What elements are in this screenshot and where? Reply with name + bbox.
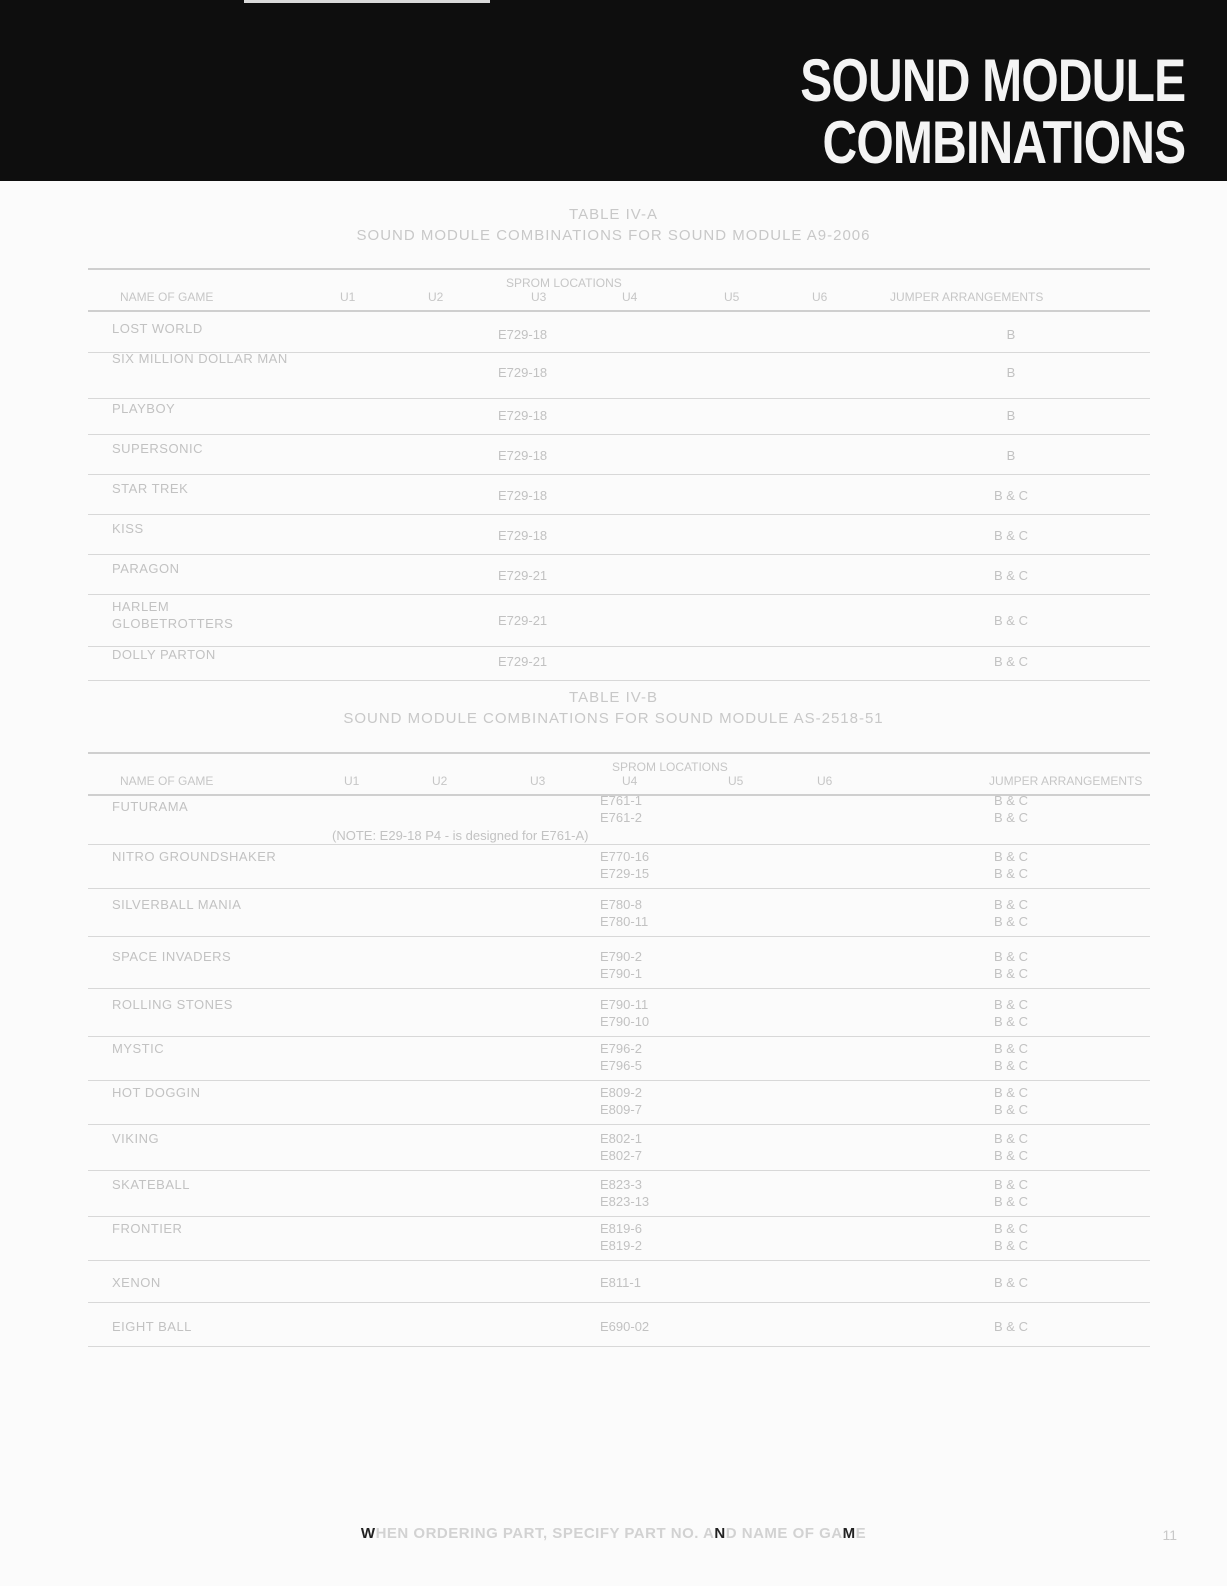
table-b-col-u1: U1 (344, 774, 360, 788)
sprom-part-number: E729-18 (498, 326, 548, 342)
sprom-part-number: E780-8 (600, 897, 642, 912)
table-a-col-u3: U3 (531, 290, 547, 304)
table-a-sprom-label: SPROM LOCATIONS (506, 276, 622, 290)
sprom-part-number: E729-21 (498, 653, 548, 669)
game-name: FRONTIER (112, 1221, 183, 1236)
sprom-part-number: E761-1 (600, 793, 642, 808)
sprom-part-number: E819-6 (600, 1221, 642, 1236)
sprom-part-number: E770-16 (600, 849, 650, 864)
table-b-col-game: NAME OF GAME (120, 774, 214, 788)
table-b-subtitle: SOUND MODULE COMBINATIONS FOR SOUND MODULE AS-2518-51 (343, 710, 884, 727)
jumper-arrangement: B & C (994, 487, 1028, 503)
game-name: SIX MILLION DOLLAR MAN (112, 351, 288, 366)
page-title-line1: SOUND MODULE (799, 47, 1185, 114)
jumper-arrangement: B & C (994, 1194, 1028, 1209)
table-a-title: TABLE IV-A (569, 206, 658, 223)
table-b-top-rule (88, 752, 1150, 754)
row-divider (88, 988, 1150, 989)
game-name: VIKING (112, 1131, 160, 1146)
table-a-col-game: NAME OF GAME (120, 290, 214, 304)
page-title (799, 47, 1185, 176)
jumper-arrangement: B & C (994, 997, 1028, 1012)
row-divider (88, 594, 1150, 595)
jumper-arrangement: B & C (994, 653, 1028, 669)
sprom-part-number: E761-2 (600, 810, 642, 825)
game-name: PARAGON (112, 561, 180, 576)
jumper-arrangement: B & C (994, 1102, 1028, 1117)
table-b-col-u3: U3 (530, 774, 546, 788)
sprom-part-number: E823-13 (600, 1194, 650, 1209)
sprom-part-number: E802-1 (600, 1131, 642, 1146)
sprom-part-number: E790-11 (600, 997, 649, 1012)
sprom-part-number: E729-21 (498, 567, 548, 583)
game-name: HOT DOGGIN (112, 1085, 201, 1100)
table-b-col-u4: U4 (622, 774, 638, 788)
sprom-part-number: E823-3 (600, 1177, 642, 1192)
game-name: SPACE INVADERS (112, 949, 232, 964)
jumper-arrangement: B & C (994, 1177, 1028, 1192)
table-b-col-u6: U6 (817, 774, 833, 788)
row-divider (88, 1302, 1150, 1303)
game-name: FUTURAMA (112, 799, 189, 814)
sprom-part-number: E690-02 (600, 1319, 650, 1334)
table-a-col-u1: U1 (340, 290, 356, 304)
jumper-arrangement: B & C (994, 612, 1028, 628)
row-divider (88, 1346, 1150, 1347)
table-a-col-u6: U6 (812, 290, 828, 304)
row-divider (88, 1260, 1150, 1261)
row-divider (88, 888, 1150, 889)
table-a-subtitle: SOUND MODULE COMBINATIONS FOR SOUND MODULE A9-2006 (356, 227, 871, 244)
row-divider (88, 680, 1150, 681)
page-title-line2: COMBINATIONS (822, 109, 1185, 176)
row-divider (88, 1216, 1150, 1217)
game-name: NITRO GROUNDSHAKER (112, 849, 277, 864)
header-rule (244, 0, 490, 3)
sprom-part-number: E790-1 (600, 966, 642, 981)
jumper-arrangement: B & C (994, 793, 1028, 808)
jumper-arrangement: B & C (994, 897, 1028, 912)
jumper-arrangement: B & C (994, 914, 1028, 929)
row-divider (88, 1036, 1150, 1037)
jumper-arrangement: B & C (994, 966, 1028, 981)
table-b-title: TABLE IV-B (569, 689, 658, 706)
game-name: SKATEBALL (112, 1177, 190, 1192)
table-a-col-u4: U4 (622, 290, 638, 304)
row-divider (88, 434, 1150, 435)
game-name: EIGHT BALL (112, 1319, 192, 1334)
table-b-col-u5: U5 (728, 774, 744, 788)
jumper-arrangement: B & C (994, 1014, 1028, 1029)
table-b-sprom-label: SPROM LOCATIONS (612, 760, 728, 774)
footer-note: WHEN ORDERING PART, SPECIFY PART NO. AND NAME OF GAME (360, 1525, 867, 1542)
sprom-part-number: E729-18 (498, 364, 548, 380)
table-a-top-rule (88, 268, 1150, 270)
sprom-part-number: E802-7 (600, 1148, 642, 1163)
row-divider (88, 474, 1150, 475)
game-name: MYSTIC (112, 1041, 165, 1056)
jumper-arrangement: B (1006, 407, 1016, 423)
game-name: HARLEM GLOBETROTTERS (112, 599, 234, 631)
jumper-arrangement: B & C (994, 1319, 1028, 1334)
sprom-part-number: E729-21 (498, 612, 548, 628)
sprom-part-number: E729-18 (498, 407, 548, 423)
game-name: DOLLY PARTON (112, 647, 216, 662)
jumper-arrangement: B & C (994, 1041, 1028, 1056)
sprom-part-number: E780-11 (600, 914, 649, 929)
jumper-arrangement: B & C (994, 810, 1028, 825)
game-name: LOST WORLD (112, 321, 203, 336)
jumper-arrangement: B (1006, 447, 1016, 463)
table-a-col-u5: U5 (724, 290, 740, 304)
sprom-part-number: E729-18 (498, 447, 548, 463)
game-name: SUPERSONIC (112, 441, 203, 456)
jumper-arrangement: B & C (994, 1275, 1028, 1290)
table-a-col-jumper: JUMPER ARRANGEMENTS (890, 290, 1044, 304)
table-b-note: (NOTE: E29-18 P4 - is designed for E761-A) (332, 828, 589, 843)
jumper-arrangement: B (1006, 364, 1016, 380)
game-name: XENON (112, 1275, 161, 1290)
jumper-arrangement: B & C (994, 1058, 1028, 1073)
row-divider (88, 1124, 1150, 1125)
table-a-header-rule (88, 310, 1150, 312)
row-divider (88, 1170, 1150, 1171)
sprom-part-number: E819-2 (600, 1238, 642, 1253)
row-divider (88, 398, 1150, 399)
sprom-part-number: E729-15 (600, 866, 650, 881)
sprom-part-number: E790-2 (600, 949, 642, 964)
sprom-part-number: E796-2 (600, 1041, 642, 1056)
row-divider (88, 844, 1150, 845)
table-b-col-u2: U2 (432, 774, 448, 788)
game-name: KISS (112, 521, 144, 536)
game-name: STAR TREK (112, 481, 189, 496)
jumper-arrangement: B & C (994, 1131, 1028, 1146)
jumper-arrangement: B & C (994, 949, 1028, 964)
jumper-arrangement: B & C (994, 567, 1028, 583)
sprom-part-number: E796-5 (600, 1058, 642, 1073)
sprom-part-number: E729-18 (498, 527, 548, 543)
jumper-arrangement: B & C (994, 1085, 1028, 1100)
table-b-col-jumper: JUMPER ARRANGEMENTS (989, 774, 1143, 788)
jumper-arrangement: B & C (994, 1148, 1028, 1163)
sprom-part-number: E811-1 (600, 1275, 641, 1290)
jumper-arrangement: B & C (994, 1221, 1028, 1236)
page-number: 11 (1162, 1527, 1177, 1543)
jumper-arrangement: B & C (994, 866, 1028, 881)
sprom-part-number: E809-7 (600, 1102, 642, 1117)
game-name: PLAYBOY (112, 401, 176, 416)
game-name: ROLLING STONES (112, 997, 233, 1012)
table-a-col-u2: U2 (428, 290, 444, 304)
jumper-arrangement: B & C (994, 527, 1028, 543)
game-name: SILVERBALL MANIA (112, 897, 242, 912)
row-divider (88, 554, 1150, 555)
sprom-part-number: E729-18 (498, 487, 548, 503)
row-divider (88, 936, 1150, 937)
sprom-part-number: E790-10 (600, 1014, 650, 1029)
jumper-arrangement: B & C (994, 849, 1028, 864)
jumper-arrangement: B & C (994, 1238, 1028, 1253)
row-divider (88, 514, 1150, 515)
jumper-arrangement: B (1006, 326, 1016, 342)
row-divider (88, 1080, 1150, 1081)
sprom-part-number: E809-2 (600, 1085, 642, 1100)
